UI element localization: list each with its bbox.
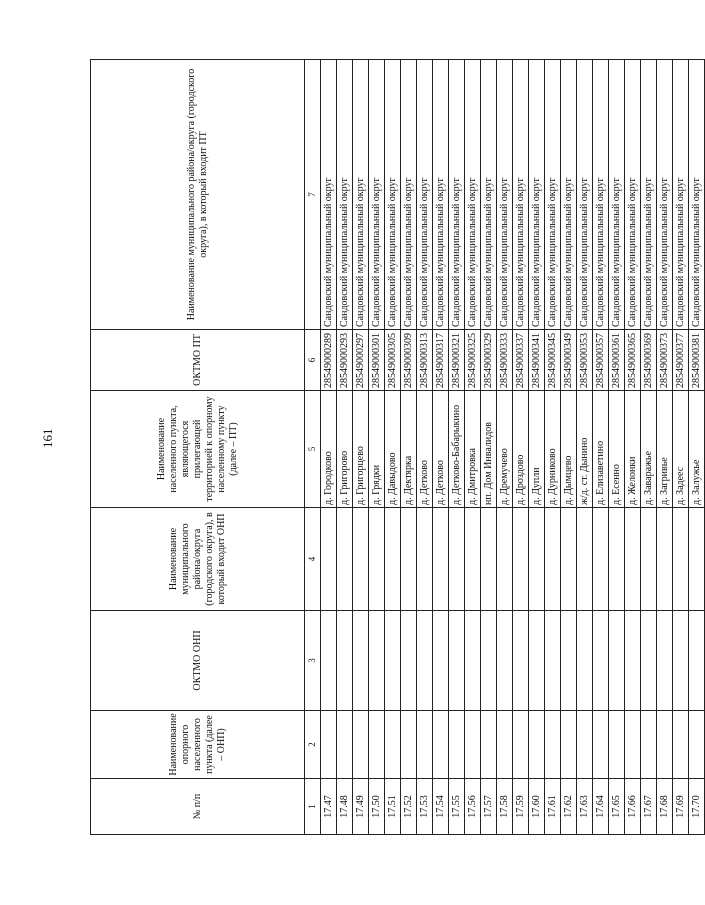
pt-name-cell: д. Давыдово xyxy=(385,391,401,508)
onp-name-cell xyxy=(689,711,705,779)
pt-oktmo-cell: 28549000349 xyxy=(561,330,577,391)
pt-name-cell: д. Задеес xyxy=(673,391,689,508)
onp-district-cell xyxy=(369,508,385,611)
row-number-cell: 17.57 xyxy=(481,779,497,835)
row-number-cell: 17.70 xyxy=(689,779,705,835)
onp-district-cell xyxy=(337,508,353,611)
row-number-cell: 17.63 xyxy=(577,779,593,835)
onp-oktmo-cell xyxy=(673,611,689,711)
row-number-cell: 17.54 xyxy=(433,779,449,835)
onp-oktmo-cell xyxy=(577,611,593,711)
pt-oktmo-cell: 28549000345 xyxy=(545,330,561,391)
header-cell: Наименование опорного населенного пункта (далее – ОНП) xyxy=(91,711,305,779)
onp-oktmo-cell xyxy=(641,611,657,711)
onp-district-cell xyxy=(545,508,561,611)
onp-district-cell xyxy=(673,508,689,611)
table-row xyxy=(385,60,401,835)
pt-district-cell: Сандовский муниципальный округ xyxy=(577,60,593,330)
onp-oktmo-cell xyxy=(417,611,433,711)
page-number: 161 xyxy=(40,428,55,448)
onp-district-cell xyxy=(465,508,481,611)
pt-district-cell: Сандовский муниципальный округ xyxy=(321,60,337,330)
header-cell: ОКТМО ОНП xyxy=(91,611,305,711)
settlements-table-wrapper xyxy=(90,60,702,835)
onp-district-cell xyxy=(561,508,577,611)
onp-oktmo-cell xyxy=(497,611,513,711)
pt-name-cell: д. Есенно xyxy=(609,391,625,508)
pt-name-cell: д. Городково xyxy=(321,391,337,508)
onp-oktmo-cell xyxy=(449,611,465,711)
onp-district-cell xyxy=(497,508,513,611)
row-number-cell: 17.69 xyxy=(673,779,689,835)
pt-name-cell: д. Залужье xyxy=(689,391,705,508)
onp-name-cell xyxy=(449,711,465,779)
table-row xyxy=(577,60,593,835)
onp-district-cell xyxy=(449,508,465,611)
pt-oktmo-cell: 28549000381 xyxy=(689,330,705,391)
pt-district-cell: Сандовский муниципальный округ xyxy=(401,60,417,330)
pt-oktmo-cell: 28549000365 xyxy=(625,330,641,391)
onp-name-cell xyxy=(321,711,337,779)
column-number: 2 xyxy=(305,711,321,779)
pt-oktmo-cell: 28549000317 xyxy=(433,330,449,391)
row-number-cell: 17.53 xyxy=(417,779,433,835)
pt-district-cell: Сандовский муниципальный округ xyxy=(673,60,689,330)
onp-name-cell xyxy=(433,711,449,779)
onp-district-cell xyxy=(609,508,625,611)
onp-oktmo-cell xyxy=(465,611,481,711)
column-number: 1 xyxy=(305,779,321,835)
pt-name-cell: ж/д. ст. Дынино xyxy=(577,391,593,508)
pt-name-cell: д. Григорово xyxy=(337,391,353,508)
row-number-cell: 17.58 xyxy=(497,779,513,835)
onp-name-cell xyxy=(385,711,401,779)
header-cell: ОКТМО ПТ xyxy=(91,330,305,391)
onp-name-cell xyxy=(673,711,689,779)
table-row xyxy=(497,60,513,835)
onp-name-cell xyxy=(465,711,481,779)
onp-district-cell xyxy=(481,508,497,611)
onp-name-cell xyxy=(401,711,417,779)
onp-name-cell xyxy=(657,711,673,779)
pt-district-cell: Сандовский муниципальный округ xyxy=(625,60,641,330)
onp-oktmo-cell xyxy=(513,611,529,711)
row-number-cell: 17.52 xyxy=(401,779,417,835)
onp-name-cell xyxy=(609,711,625,779)
pt-name-cell: д. Детково-Бабарыкино xyxy=(449,391,465,508)
onp-name-cell xyxy=(417,711,433,779)
table-row xyxy=(417,60,433,835)
onp-oktmo-cell xyxy=(321,611,337,711)
table-row xyxy=(337,60,353,835)
pt-name-cell: д. Елизаветино xyxy=(593,391,609,508)
pt-name-cell: д. Желонки xyxy=(625,391,641,508)
onp-district-cell xyxy=(417,508,433,611)
table-row xyxy=(401,60,417,835)
header-cell: Наименование муниципального района/округа (городского округа), в который входит ПТ xyxy=(91,60,305,330)
table-row xyxy=(513,60,529,835)
row-number-cell: 17.50 xyxy=(369,779,385,835)
pt-oktmo-cell: 28549000333 xyxy=(497,330,513,391)
onp-district-cell xyxy=(529,508,545,611)
onp-oktmo-cell xyxy=(369,611,385,711)
pt-district-cell: Сандовский муниципальный округ xyxy=(609,60,625,330)
table-row xyxy=(369,60,385,835)
row-number-cell: 17.67 xyxy=(641,779,657,835)
onp-district-cell xyxy=(577,508,593,611)
row-number-cell: 17.55 xyxy=(449,779,465,835)
onp-district-cell xyxy=(657,508,673,611)
onp-district-cell xyxy=(593,508,609,611)
row-number-cell: 17.61 xyxy=(545,779,561,835)
pt-oktmo-cell: 28549000361 xyxy=(609,330,625,391)
pt-oktmo-cell: 28549000377 xyxy=(673,330,689,391)
row-number-cell: 17.48 xyxy=(337,779,353,835)
header-row xyxy=(91,60,305,835)
pt-district-cell: Сандовский муниципальный округ xyxy=(689,60,705,330)
row-number-cell: 17.49 xyxy=(353,779,369,835)
pt-oktmo-cell: 28549000337 xyxy=(513,330,529,391)
pt-oktmo-cell: 28549000293 xyxy=(337,330,353,391)
onp-oktmo-cell xyxy=(657,611,673,711)
row-number-cell: 17.56 xyxy=(465,779,481,835)
pt-district-cell: Сандовский муниципальный округ xyxy=(497,60,513,330)
onp-oktmo-cell xyxy=(561,611,577,711)
pt-district-cell: Сандовский муниципальный округ xyxy=(337,60,353,330)
pt-oktmo-cell: 28549000297 xyxy=(353,330,369,391)
onp-name-cell xyxy=(481,711,497,779)
table-row xyxy=(673,60,689,835)
pt-district-cell: Сандовский муниципальный округ xyxy=(545,60,561,330)
pt-oktmo-cell: 28549000289 xyxy=(321,330,337,391)
table-row xyxy=(657,60,673,835)
onp-oktmo-cell xyxy=(433,611,449,711)
onp-name-cell xyxy=(529,711,545,779)
row-number-cell: 17.65 xyxy=(609,779,625,835)
column-number: 4 xyxy=(305,508,321,611)
onp-oktmo-cell xyxy=(353,611,369,711)
onp-district-cell xyxy=(513,508,529,611)
pt-district-cell: Сандовский муниципальный округ xyxy=(529,60,545,330)
pt-oktmo-cell: 28549000321 xyxy=(449,330,465,391)
onp-district-cell xyxy=(385,508,401,611)
pt-district-cell: Сандовский муниципальный округ xyxy=(433,60,449,330)
onp-district-cell xyxy=(353,508,369,611)
onp-name-cell xyxy=(577,711,593,779)
table-row xyxy=(433,60,449,835)
pt-oktmo-cell: 28549000373 xyxy=(657,330,673,391)
header-cell: Наименование населенного пункта, являющегося прилегающей территорией к опорному населенному пункту (далее – ПТ) xyxy=(91,391,305,508)
table-row xyxy=(353,60,369,835)
onp-district-cell xyxy=(321,508,337,611)
row-number-cell: 17.47 xyxy=(321,779,337,835)
row-number-cell: 17.62 xyxy=(561,779,577,835)
table-row xyxy=(449,60,465,835)
onp-district-cell xyxy=(641,508,657,611)
table-row xyxy=(465,60,481,835)
onp-oktmo-cell xyxy=(625,611,641,711)
onp-district-cell xyxy=(625,508,641,611)
row-number-cell: 17.59 xyxy=(513,779,529,835)
pt-district-cell: Сандовский муниципальный округ xyxy=(657,60,673,330)
pt-oktmo-cell: 28549000325 xyxy=(465,330,481,391)
onp-oktmo-cell xyxy=(609,611,625,711)
table-row xyxy=(625,60,641,835)
pt-oktmo-cell: 28549000357 xyxy=(593,330,609,391)
pt-name-cell: д. Дроздово xyxy=(513,391,529,508)
onp-name-cell xyxy=(625,711,641,779)
pt-oktmo-cell: 28549000305 xyxy=(385,330,401,391)
table-row xyxy=(689,60,705,835)
table-row xyxy=(641,60,657,835)
onp-name-cell xyxy=(353,711,369,779)
pt-name-cell: д. Грядки xyxy=(369,391,385,508)
table-row xyxy=(609,60,625,835)
onp-name-cell xyxy=(641,711,657,779)
onp-name-cell xyxy=(545,711,561,779)
row-number-cell: 17.66 xyxy=(625,779,641,835)
onp-name-cell xyxy=(337,711,353,779)
table-row xyxy=(593,60,609,835)
onp-oktmo-cell xyxy=(529,611,545,711)
onp-district-cell xyxy=(689,508,705,611)
pt-name-cell: д. Дектярка xyxy=(401,391,417,508)
table-body xyxy=(321,60,705,835)
pt-oktmo-cell: 28549000369 xyxy=(641,330,657,391)
pt-oktmo-cell: 28549000341 xyxy=(529,330,545,391)
onp-oktmo-cell xyxy=(545,611,561,711)
row-number-cell: 17.68 xyxy=(657,779,673,835)
row-number-cell: 17.64 xyxy=(593,779,609,835)
pt-name-cell: д. Дымцево xyxy=(561,391,577,508)
pt-name-cell: д. Дупли xyxy=(529,391,545,508)
pt-district-cell: Сандовский муниципальный округ xyxy=(641,60,657,330)
pt-district-cell: Сандовский муниципальный округ xyxy=(593,60,609,330)
onp-district-cell xyxy=(401,508,417,611)
table-row xyxy=(529,60,545,835)
pt-oktmo-cell: 28549000301 xyxy=(369,330,385,391)
pt-district-cell: Сандовский муниципальный округ xyxy=(369,60,385,330)
row-number-cell: 17.60 xyxy=(529,779,545,835)
pt-name-cell: д. Детково xyxy=(433,391,449,508)
pt-name-cell: д. Загривье xyxy=(657,391,673,508)
pt-district-cell: Сандовский муниципальный округ xyxy=(465,60,481,330)
pt-name-cell: д. Детково xyxy=(417,391,433,508)
pt-district-cell: Сандовский муниципальный округ xyxy=(449,60,465,330)
pt-oktmo-cell: 28549000313 xyxy=(417,330,433,391)
pt-name-cell: д. Дремучево xyxy=(497,391,513,508)
onp-district-cell xyxy=(433,508,449,611)
onp-name-cell xyxy=(593,711,609,779)
pt-district-cell: Сандовский муниципальный округ xyxy=(481,60,497,330)
table-row xyxy=(481,60,497,835)
row-number-cell: 17.51 xyxy=(385,779,401,835)
table-row xyxy=(545,60,561,835)
pt-oktmo-cell: 28549000353 xyxy=(577,330,593,391)
pt-name-cell: д. Дурниково xyxy=(545,391,561,508)
pt-oktmo-cell: 28549000329 xyxy=(481,330,497,391)
column-number: 3 xyxy=(305,611,321,711)
pt-district-cell: Сандовский муниципальный округ xyxy=(385,60,401,330)
onp-name-cell xyxy=(369,711,385,779)
table-row xyxy=(561,60,577,835)
onp-oktmo-cell xyxy=(385,611,401,711)
pt-district-cell: Сандовский муниципальный округ xyxy=(513,60,529,330)
onp-name-cell xyxy=(497,711,513,779)
pt-name-cell: д. Григорцево xyxy=(353,391,369,508)
pt-name-cell: д. Заваражье xyxy=(641,391,657,508)
column-number: 7 xyxy=(305,60,321,330)
header-cell: Наименование муниципального района/округа (городского округа), в который входит ОНП xyxy=(91,508,305,611)
onp-name-cell xyxy=(513,711,529,779)
column-number: 6 xyxy=(305,330,321,391)
pt-name-cell: нп. Дом Инвалидов xyxy=(481,391,497,508)
pt-district-cell: Сандовский муниципальный округ xyxy=(417,60,433,330)
onp-oktmo-cell xyxy=(481,611,497,711)
column-number: 5 xyxy=(305,391,321,508)
onp-oktmo-cell xyxy=(337,611,353,711)
settlements-table xyxy=(90,59,705,835)
pt-district-cell: Сандовский муниципальный округ xyxy=(353,60,369,330)
onp-oktmo-cell xyxy=(401,611,417,711)
column-number-row xyxy=(305,60,321,835)
pt-district-cell: Сандовский муниципальный округ xyxy=(561,60,577,330)
onp-name-cell xyxy=(561,711,577,779)
pt-name-cell: д. Дмитровка xyxy=(465,391,481,508)
onp-oktmo-cell xyxy=(689,611,705,711)
pt-oktmo-cell: 28549000309 xyxy=(401,330,417,391)
onp-oktmo-cell xyxy=(593,611,609,711)
header-cell: № п/п xyxy=(91,779,305,835)
table-row xyxy=(321,60,337,835)
